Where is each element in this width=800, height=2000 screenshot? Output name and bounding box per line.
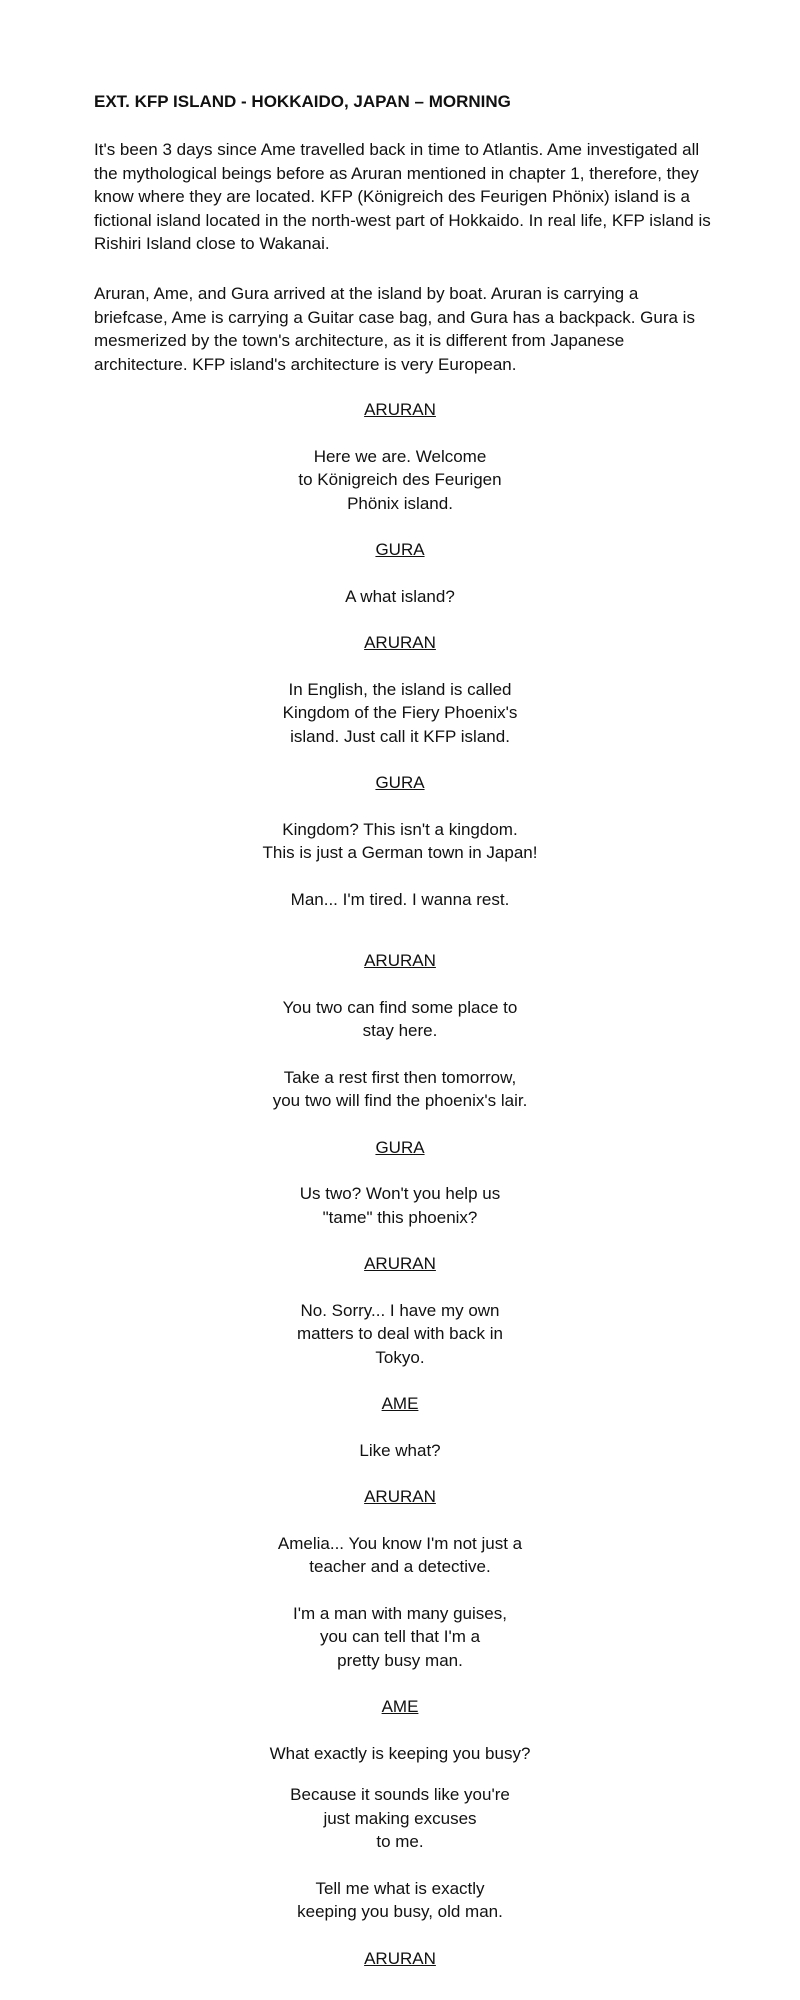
dialogue-line: A what island? <box>345 586 455 606</box>
character-name: GURA <box>375 540 425 559</box>
character-name: ARURAN <box>364 1487 436 1506</box>
dialogue-line: In English, the island is called Kingdom of the Fiery Phoenix's island. Just call it KFP island. <box>282 679 518 746</box>
dialogue-line: Tell me what is exactly keeping you busy, old man. <box>297 1878 503 1921</box>
dialogue-line: Take a rest first then tomorrow, you two will find the phoenix's lair. <box>272 1067 528 1110</box>
dialogue-line: Amelia... You know I'm not just a teacher and a detective. <box>277 1533 523 1576</box>
dialogue-line: What exactly is keeping you busy? <box>269 1743 531 1763</box>
character-name: ARURAN <box>364 1948 436 1968</box>
dialogue-line: No. Sorry... I have my own matters to deal with back in Tokyo. <box>297 1300 503 1367</box>
character-name: ARURAN <box>364 633 436 652</box>
action-paragraph: It's been 3 days since Ame travelled back in time to Atlantis. Ame investigated all the mythological beings before as Aruran mentioned in chapter 1, therefore, they know where they are located. KFP (Königreich des Feurigen Phönix) island is a fictional island located in the north-west part of Hokkaido. In real life, KFP island is Rishiri Island close to Wakanai. <box>94 140 711 253</box>
scene-heading: EXT. KFP ISLAND - HOKKAIDO, JAPAN – MORNING <box>94 92 511 111</box>
dialogue-line: Because it sounds like you're just making excuses to me. <box>290 1785 510 1851</box>
character-name: GURA <box>375 1137 425 1157</box>
dialogue-line: Man... I'm tired. I wanna rest. <box>290 889 510 909</box>
character-name: ARURAN <box>364 951 436 970</box>
character-name: ARURAN <box>364 400 436 419</box>
dialogue-line: You two can find some place to stay here. <box>282 997 518 1040</box>
dialogue-line: I'm a man with many guises, you can tell that I'm a pretty busy man. <box>293 1603 507 1670</box>
character-name: ARURAN <box>364 1254 436 1273</box>
character-name: GURA <box>375 773 425 792</box>
dialogue-line: Like what? <box>359 1440 441 1460</box>
dialogue-line: Here we are. Welcome to Königreich des Feurigen Phönix island. <box>298 446 502 513</box>
action-paragraph: Aruran, Ame, and Gura arrived at the island by boat. Aruran is carrying a briefcase, Ame is carrying a Guitar case bag, and Gura has a backpack. Gura is mesmerized by the town's architecture, as it is different from Japanese architecture. KFP island's architecture is very European. <box>94 284 695 374</box>
dialogue-line: Kingdom? This isn't a kingdom. This is just a German town in Japan! <box>262 819 538 862</box>
dialogue-line: Us two? Won't you help us "tame" this phoenix? <box>299 1184 501 1227</box>
dialogue-section <box>200 398 600 1970</box>
character-name: AME <box>381 1697 419 1716</box>
character-name: AME <box>381 1394 419 1413</box>
